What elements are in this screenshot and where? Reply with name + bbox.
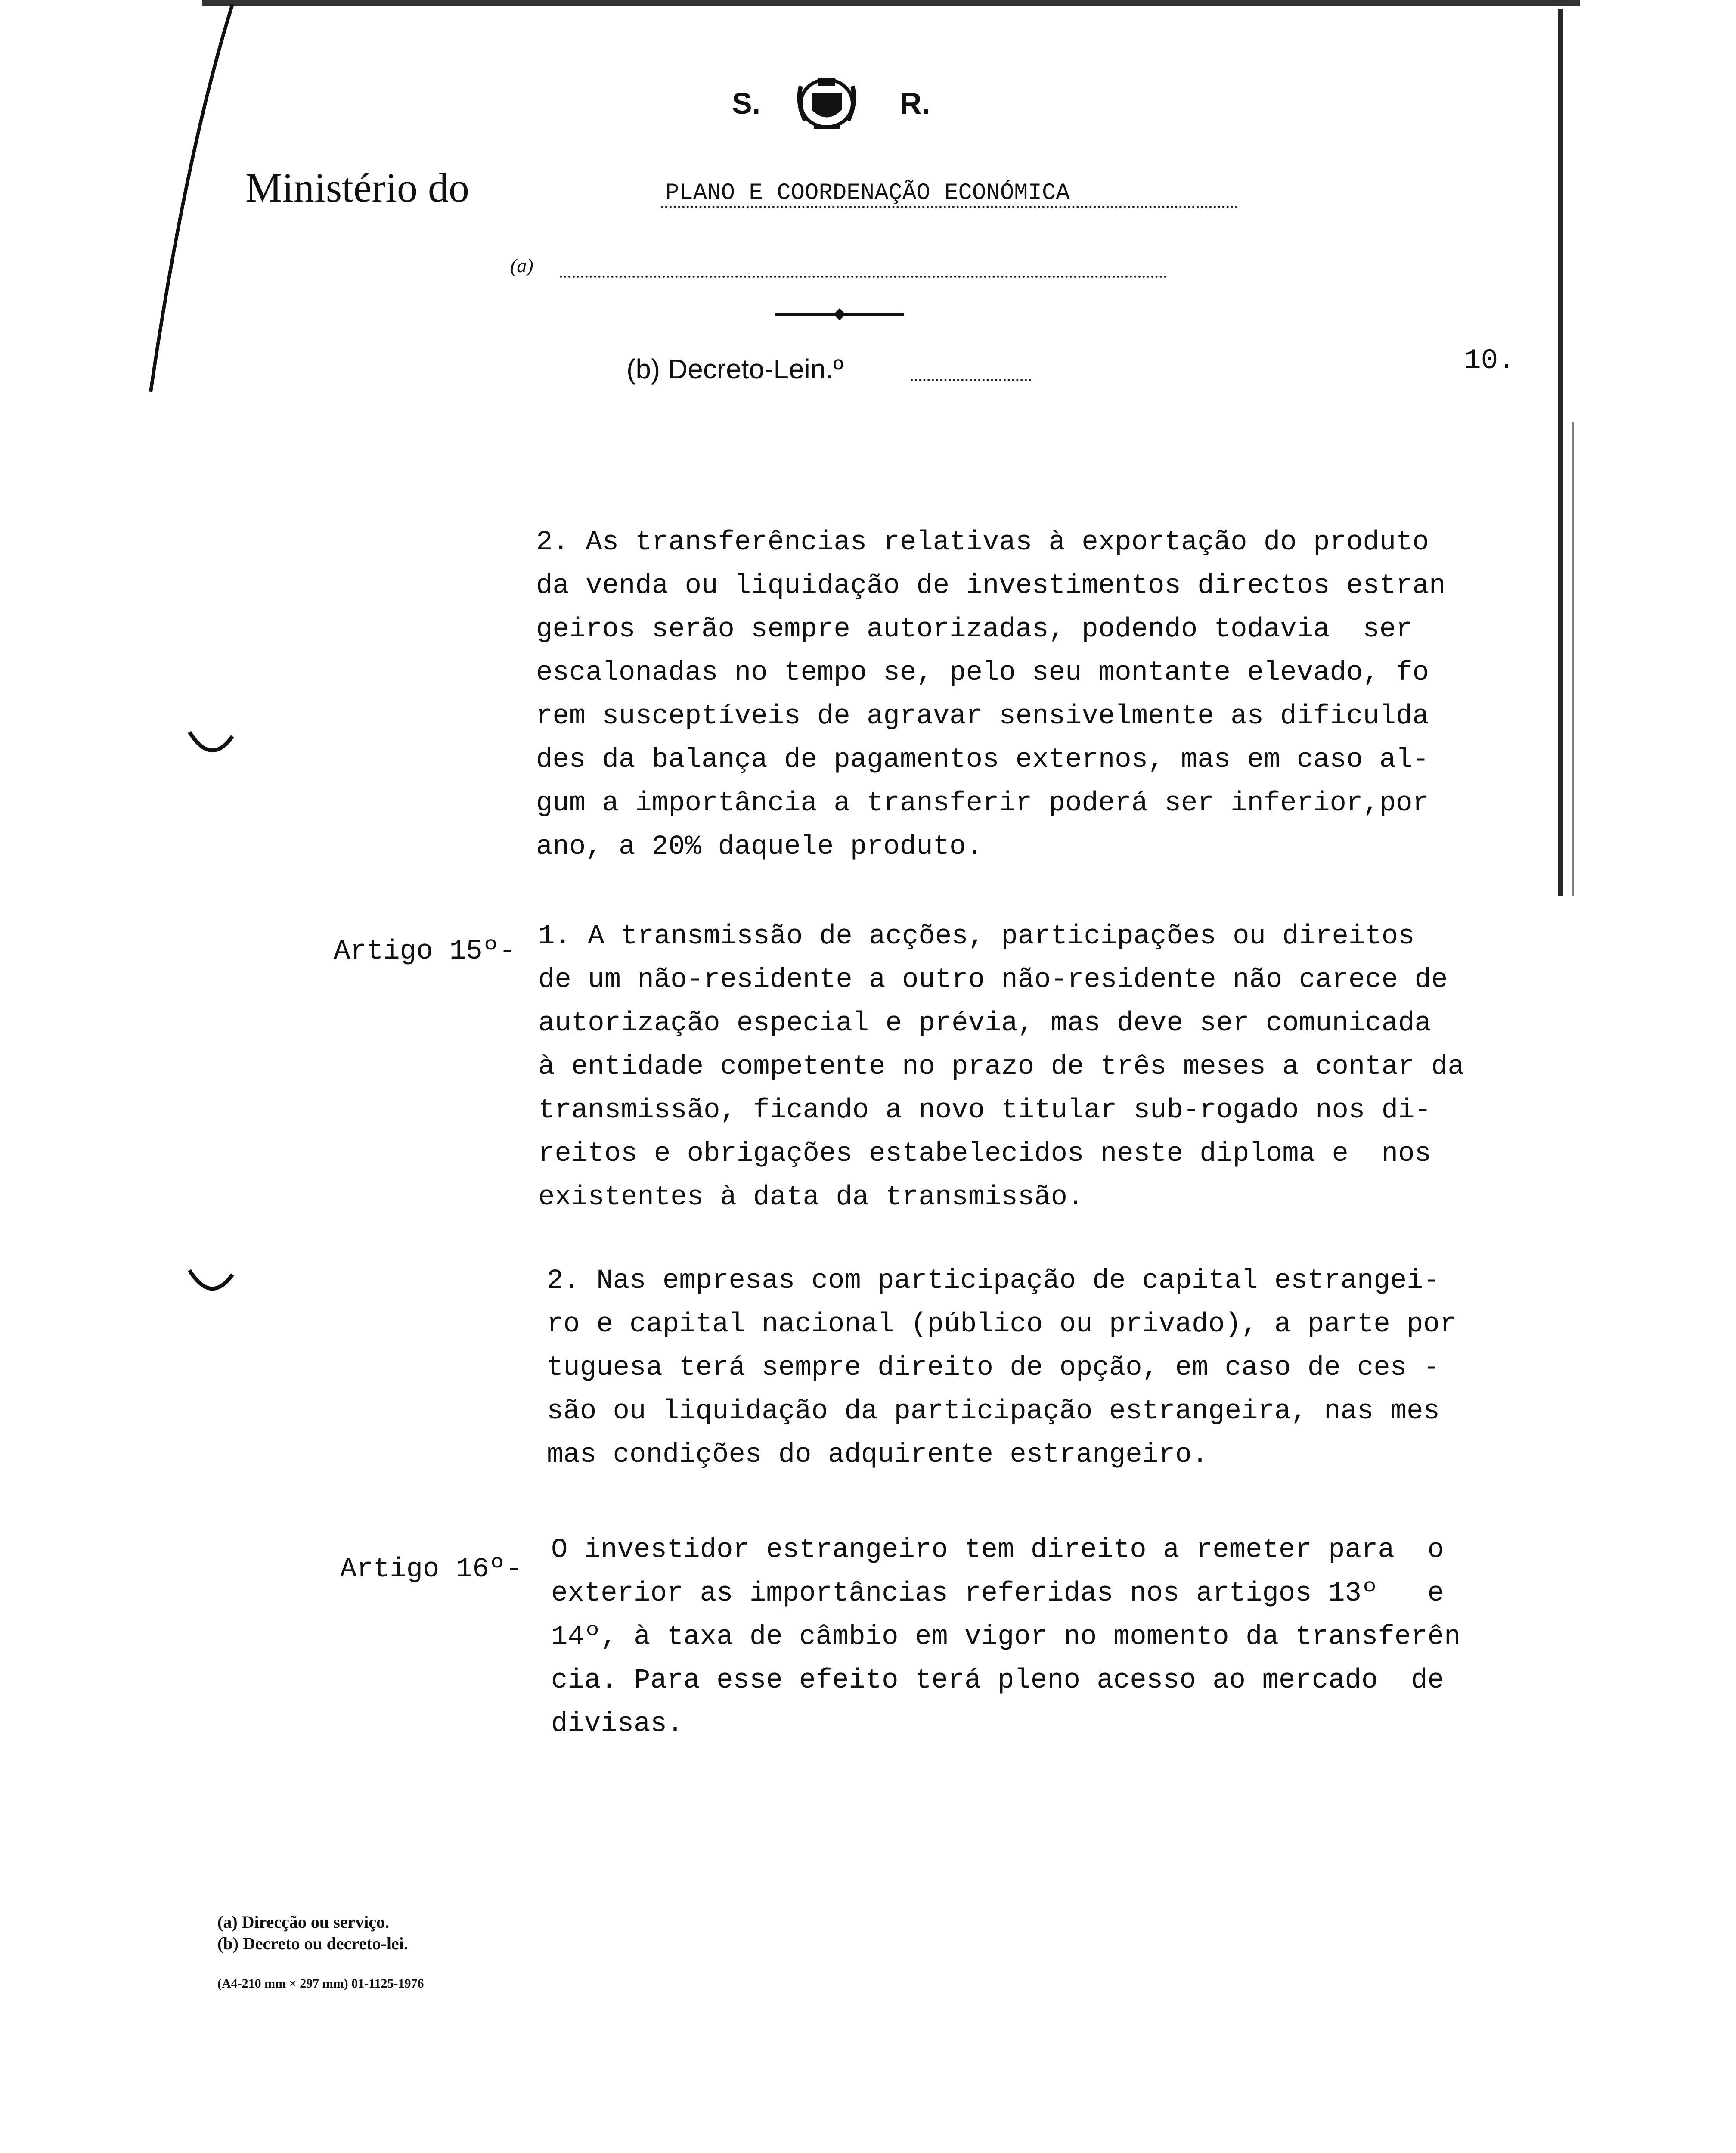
text-line: de um não-residente a outro não-residente não carece de [538, 965, 1448, 996]
text-line: O investidor estrangeiro tem direito a remeter para o [551, 1535, 1444, 1566]
form-code: (A4-210 mm × 297 mm) 01-1125-1976 [217, 1976, 424, 1991]
margin-mark-2 [185, 1266, 237, 1300]
decree-label: (b) Decreto-Lein.º [626, 354, 843, 385]
footnote-a: (a) Direcção ou serviço. [217, 1912, 390, 1932]
scan-top-edge [202, 0, 1580, 6]
text-line: escalonadas no tempo se, pelo seu montante elevado, fo [536, 658, 1429, 689]
article-15-paragraph-1 [538, 915, 1464, 1219]
ministry-dotted-line [661, 206, 1238, 208]
decree-dotted-line [911, 379, 1031, 381]
text-line: gum a importância a transferir poderá ser inferior,por [536, 788, 1429, 819]
text-line: des da balança de pagamentos externos, mas em caso al- [536, 745, 1429, 776]
text-line: rem susceptíveis de agravar sensivelmente as dificulda [536, 701, 1429, 732]
header-right-initial: R. [900, 87, 930, 120]
text-line: 2. As transferências relativas à exportação do produto [536, 527, 1429, 558]
text-line: 2. Nas empresas com participação de capital estrangei- [547, 1266, 1440, 1297]
ministry-prefix: Ministério do [245, 164, 469, 211]
text-line: exterior as importâncias referidas nos artigos 13º e [551, 1578, 1444, 1609]
paragraph-transfer-continuation [536, 521, 1445, 869]
coat-of-arms-emblem [788, 73, 865, 138]
text-line: mas condições do adquirente estrangeiro. [547, 1439, 1209, 1470]
scan-right-edge-fragment [1572, 422, 1574, 896]
field-a-dotted-line [560, 276, 1167, 278]
text-line: 1. A transmissão de acções, participações ou direitos [538, 921, 1415, 952]
article-16-paragraph [551, 1529, 1460, 1746]
text-line: autorização especial e prévia, mas deve ser comunicada [538, 1008, 1431, 1039]
text-line: ano, a 20% daquele produto. [536, 831, 983, 862]
scan-left-edge [142, 0, 241, 396]
scan-right-edge [1558, 9, 1563, 896]
text-line: divisas. [551, 1709, 684, 1740]
ornament-divider [775, 306, 904, 323]
text-line: tuguesa terá sempre direito de opção, em caso de ces - [547, 1353, 1440, 1384]
text-line: à entidade competente no prazo de três meses a contar da [538, 1052, 1464, 1083]
field-a-label: (a) [510, 254, 533, 276]
text-line: são ou liquidação da participação estrangeira, nas mes [547, 1396, 1440, 1427]
article-15-paragraph-2 [547, 1260, 1456, 1477]
text-line: da venda ou liquidação de investimentos directos estran [536, 571, 1446, 602]
text-line: geiros serão sempre autorizadas, podendo todavia ser [536, 614, 1413, 645]
article-16-label: Artigo 16º- [340, 1554, 522, 1585]
text-line: reitos e obrigações estabelecidos neste diploma e nos [538, 1139, 1431, 1170]
text-line: existentes à data da transmissão. [538, 1182, 1084, 1213]
text-line: transmissão, ficando a novo titular sub-rogado nos di- [538, 1095, 1431, 1126]
article-15-label: Artigo 15º- [334, 936, 516, 967]
text-line: ro e capital nacional (público ou privado), a parte por [547, 1309, 1457, 1340]
ministry-name: PLANO E COORDENAÇÃO ECONÓMICA [665, 180, 1070, 206]
footnote-b: (b) Decreto ou decreto-lei. [217, 1934, 408, 1953]
text-line: 14º, à taxa de câmbio em vigor no momento da transferên [551, 1622, 1461, 1653]
header-left-initial: S. [732, 87, 761, 120]
text-line: cia. Para esse efeito terá pleno acesso ao mercado de [551, 1665, 1444, 1696]
margin-mark-1 [185, 728, 237, 762]
page-number: 10. [1464, 344, 1515, 377]
